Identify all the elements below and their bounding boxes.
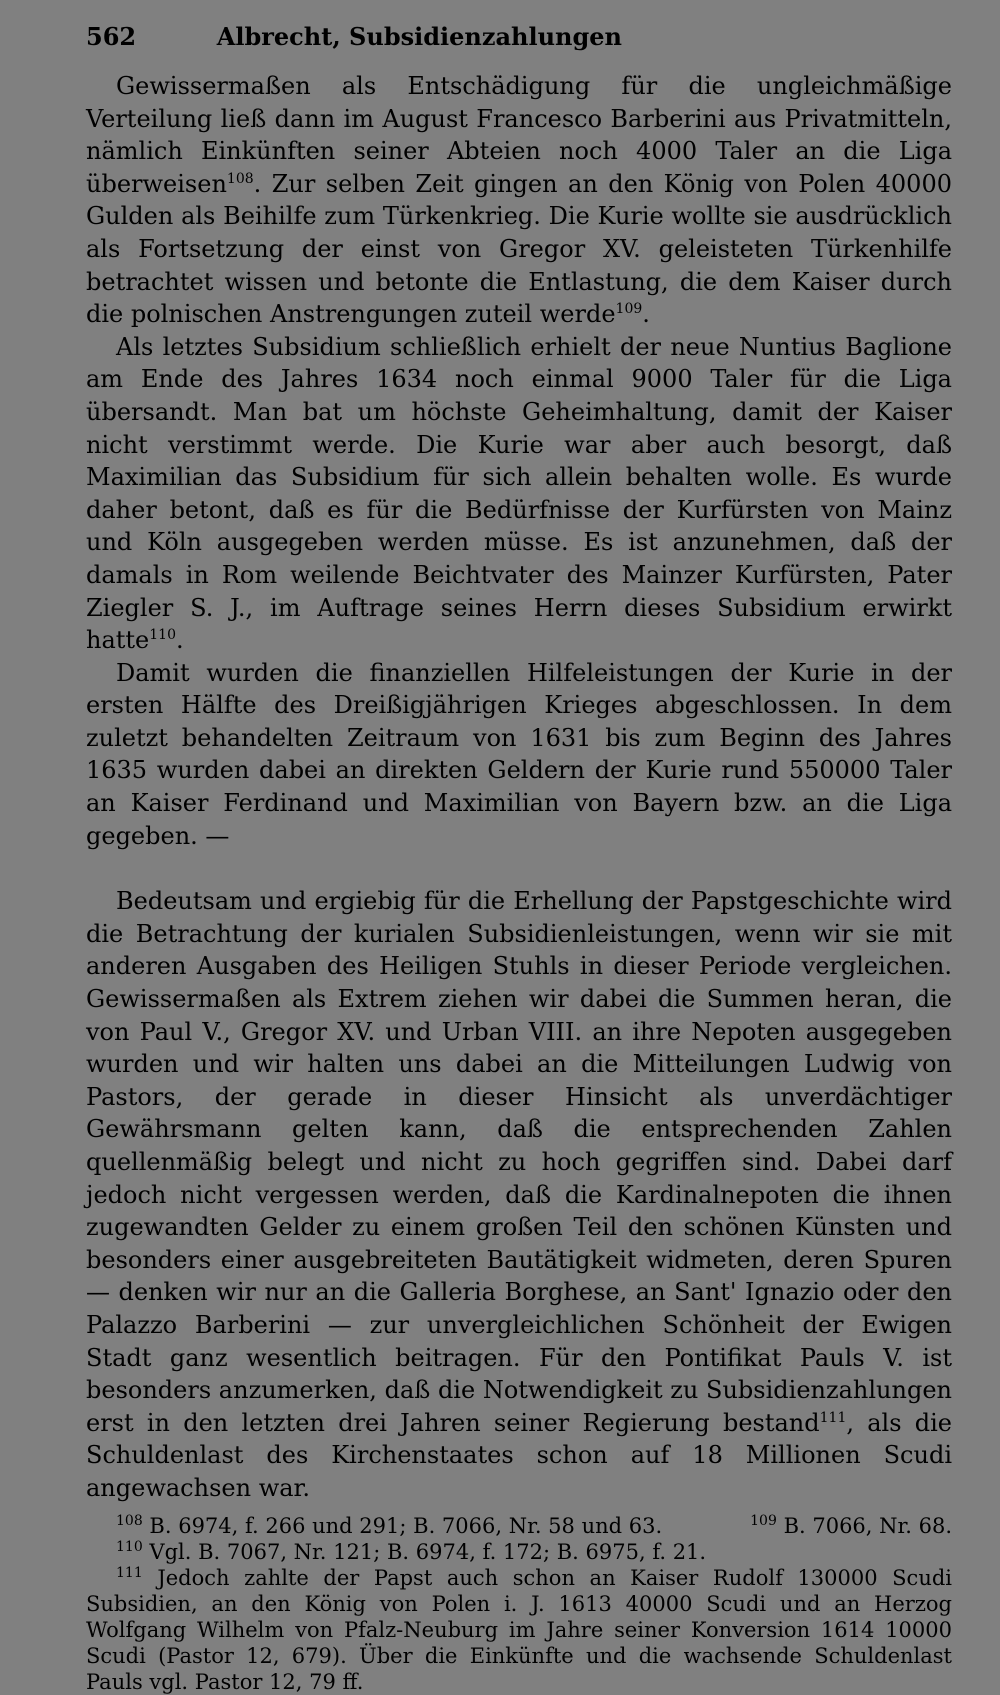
footnote-110: $^{110}$ Vgl. B. 7067, Nr. 121; B. 6974, f. 172; B. 6975, f. 21. — [116, 1538, 707, 1564]
paragraph: Bedeutsam und ergiebig für die Erhellung der Papstgeschichte wird die Betrachtung der kurialen Subsidienleistungen, wenn wir sie mit anderen Ausgaben des Heiligen Stuhls in dieser Periode vergleichen. Gewissermaßen als Extrem ziehen wir dabei die Summen heran, die von Paul V., Gregor XV. und Urban VIII. an ihre Nepoten ausgegeben wurden und wir halten uns dabei an die Mitteilungen Ludwig von Pastors, der gerade in dieser Hinsicht als unverdächtiger Gewährsmann gelten kann, daß die entsprechenden Zahlen quellenmäßig belegt und nicht zu hoch gegriffen sind. Dabei darf jedoch nicht vergessen werden, daß die Kardinalnepoten die ihnen zugewandten Gelder zu einem großen Teil den schönen Künsten und besonders einer ausgebreiteten Bautätigkeit widmeten, deren Spuren — denken wir nur an die Galleria Borghese, an Sant' Ignazio oder den Palazzo Barberini — zur unvergleichlichen Schönheit der Ewigen Stadt ganz wesentlich beitragen. Für den Pontifikat Pauls V. ist besonders anzumerken, daß die Notwendigkeit zu Subsidienzahlungen erst in den letzten drei Jahren seiner Regierung bestand$^{111}$, als die Schuldenlast des Kirchenstaates schon auf 18 Millionen Scudi angewachsen war. — [86, 887, 952, 1502]
footnote-111: $^{111}$ Jedoch zahlte der Papst auch schon an Kaiser Rudolf 130000 Scudi Subsidien, an den König von Polen i. J. 1613 40000 Scudi und an Herzog Wolfgang Wilhelm von Pfalz-Neuburg im Jahre seiner Konversion 1614 10000 Scudi (Pastor 12, 679). Über die Einkünfte und die wachsende Schuldenlast Pauls vgl. Pastor 12, 79 ff. — [86, 1564, 952, 1694]
footnote-ref: 110 — [149, 627, 176, 644]
footnotes — [86, 1513, 952, 1695]
footnote-ref: 109 — [615, 301, 643, 318]
running-title: Albrecht, Subsidienzahlungen — [216, 22, 622, 51]
footnote-109: $^{109}$ B. 7066, Nr. 68. — [750, 1512, 952, 1538]
footnote-ref: 111 — [819, 1409, 847, 1426]
footnote-line — [86, 1513, 952, 1539]
paragraph: Gewissermaßen als Entschädigung für die ungleichmäßige Verteilung ließ dann im August Francesco Barberini aus Privatmitteln, nämlich Einkünften seiner Abteien noch 4000 Taler an die Liga überweisen$^{108}$. Zur selben Zeit gingen an den König von Polen 40000 Gulden als Beihilfe zum Türkenkrieg. Die Kurie wollte sie ausdrücklich als Fortsetzung der einst von Gregor XV. geleisteten Türkenhilfe betrachtet wissen und betonte die Entlastung, die dem Kaiser durch die polnischen Anstrengungen zuteil werde$^{109}$. — [86, 72, 952, 329]
footnote-108: $^{108}$ B. 6974, f. 266 und 291; B. 7066, Nr. 58 und 63. — [116, 1512, 663, 1538]
paragraph: Als letztes Subsidium schließlich erhielt der neue Nuntius Baglione am Ende des Jahres 1634 noch einmal 9000 Taler für die Liga übersandt. Man bat um höchste Geheimhaltung, damit der Kaiser nicht verstimmt werde. Die Kurie war aber auch besorgt, daß Maximilian das Subsidium für sich allein behalten wolle. Es wurde daher betont, daß es für die Bedürfnisse der Kurfürsten von Mainz und Köln ausgegeben werden müsse. Es ist anzunehmen, daß der damals in Rom weilende Beichtvater des Mainzer Kurfürsten, Pater Ziegler S. J., im Auftrage seines Herrn dieses Subsidium erwirkt hatte$^{110}$. — [86, 332, 952, 655]
body-text — [86, 70, 952, 1505]
page-number: 562 — [86, 22, 137, 51]
running-header — [86, 22, 952, 70]
footnote-ref: 108 — [226, 170, 254, 187]
paragraph: Damit wurden die finanziellen Hilfeleistungen der Kurie in der ersten Hälfte des Dreißigjährigen Krieges abgeschlossen. In dem zuletzt behandelten Zeitraum von 1631 bis zum Beginn des Jahres 1635 wurden dabei an direkten Geldern der Kurie rund 550000 Taler an Kaiser Ferdinand und Maximilian von Bayern bzw. an die Liga gegeben. — — [86, 658, 952, 850]
